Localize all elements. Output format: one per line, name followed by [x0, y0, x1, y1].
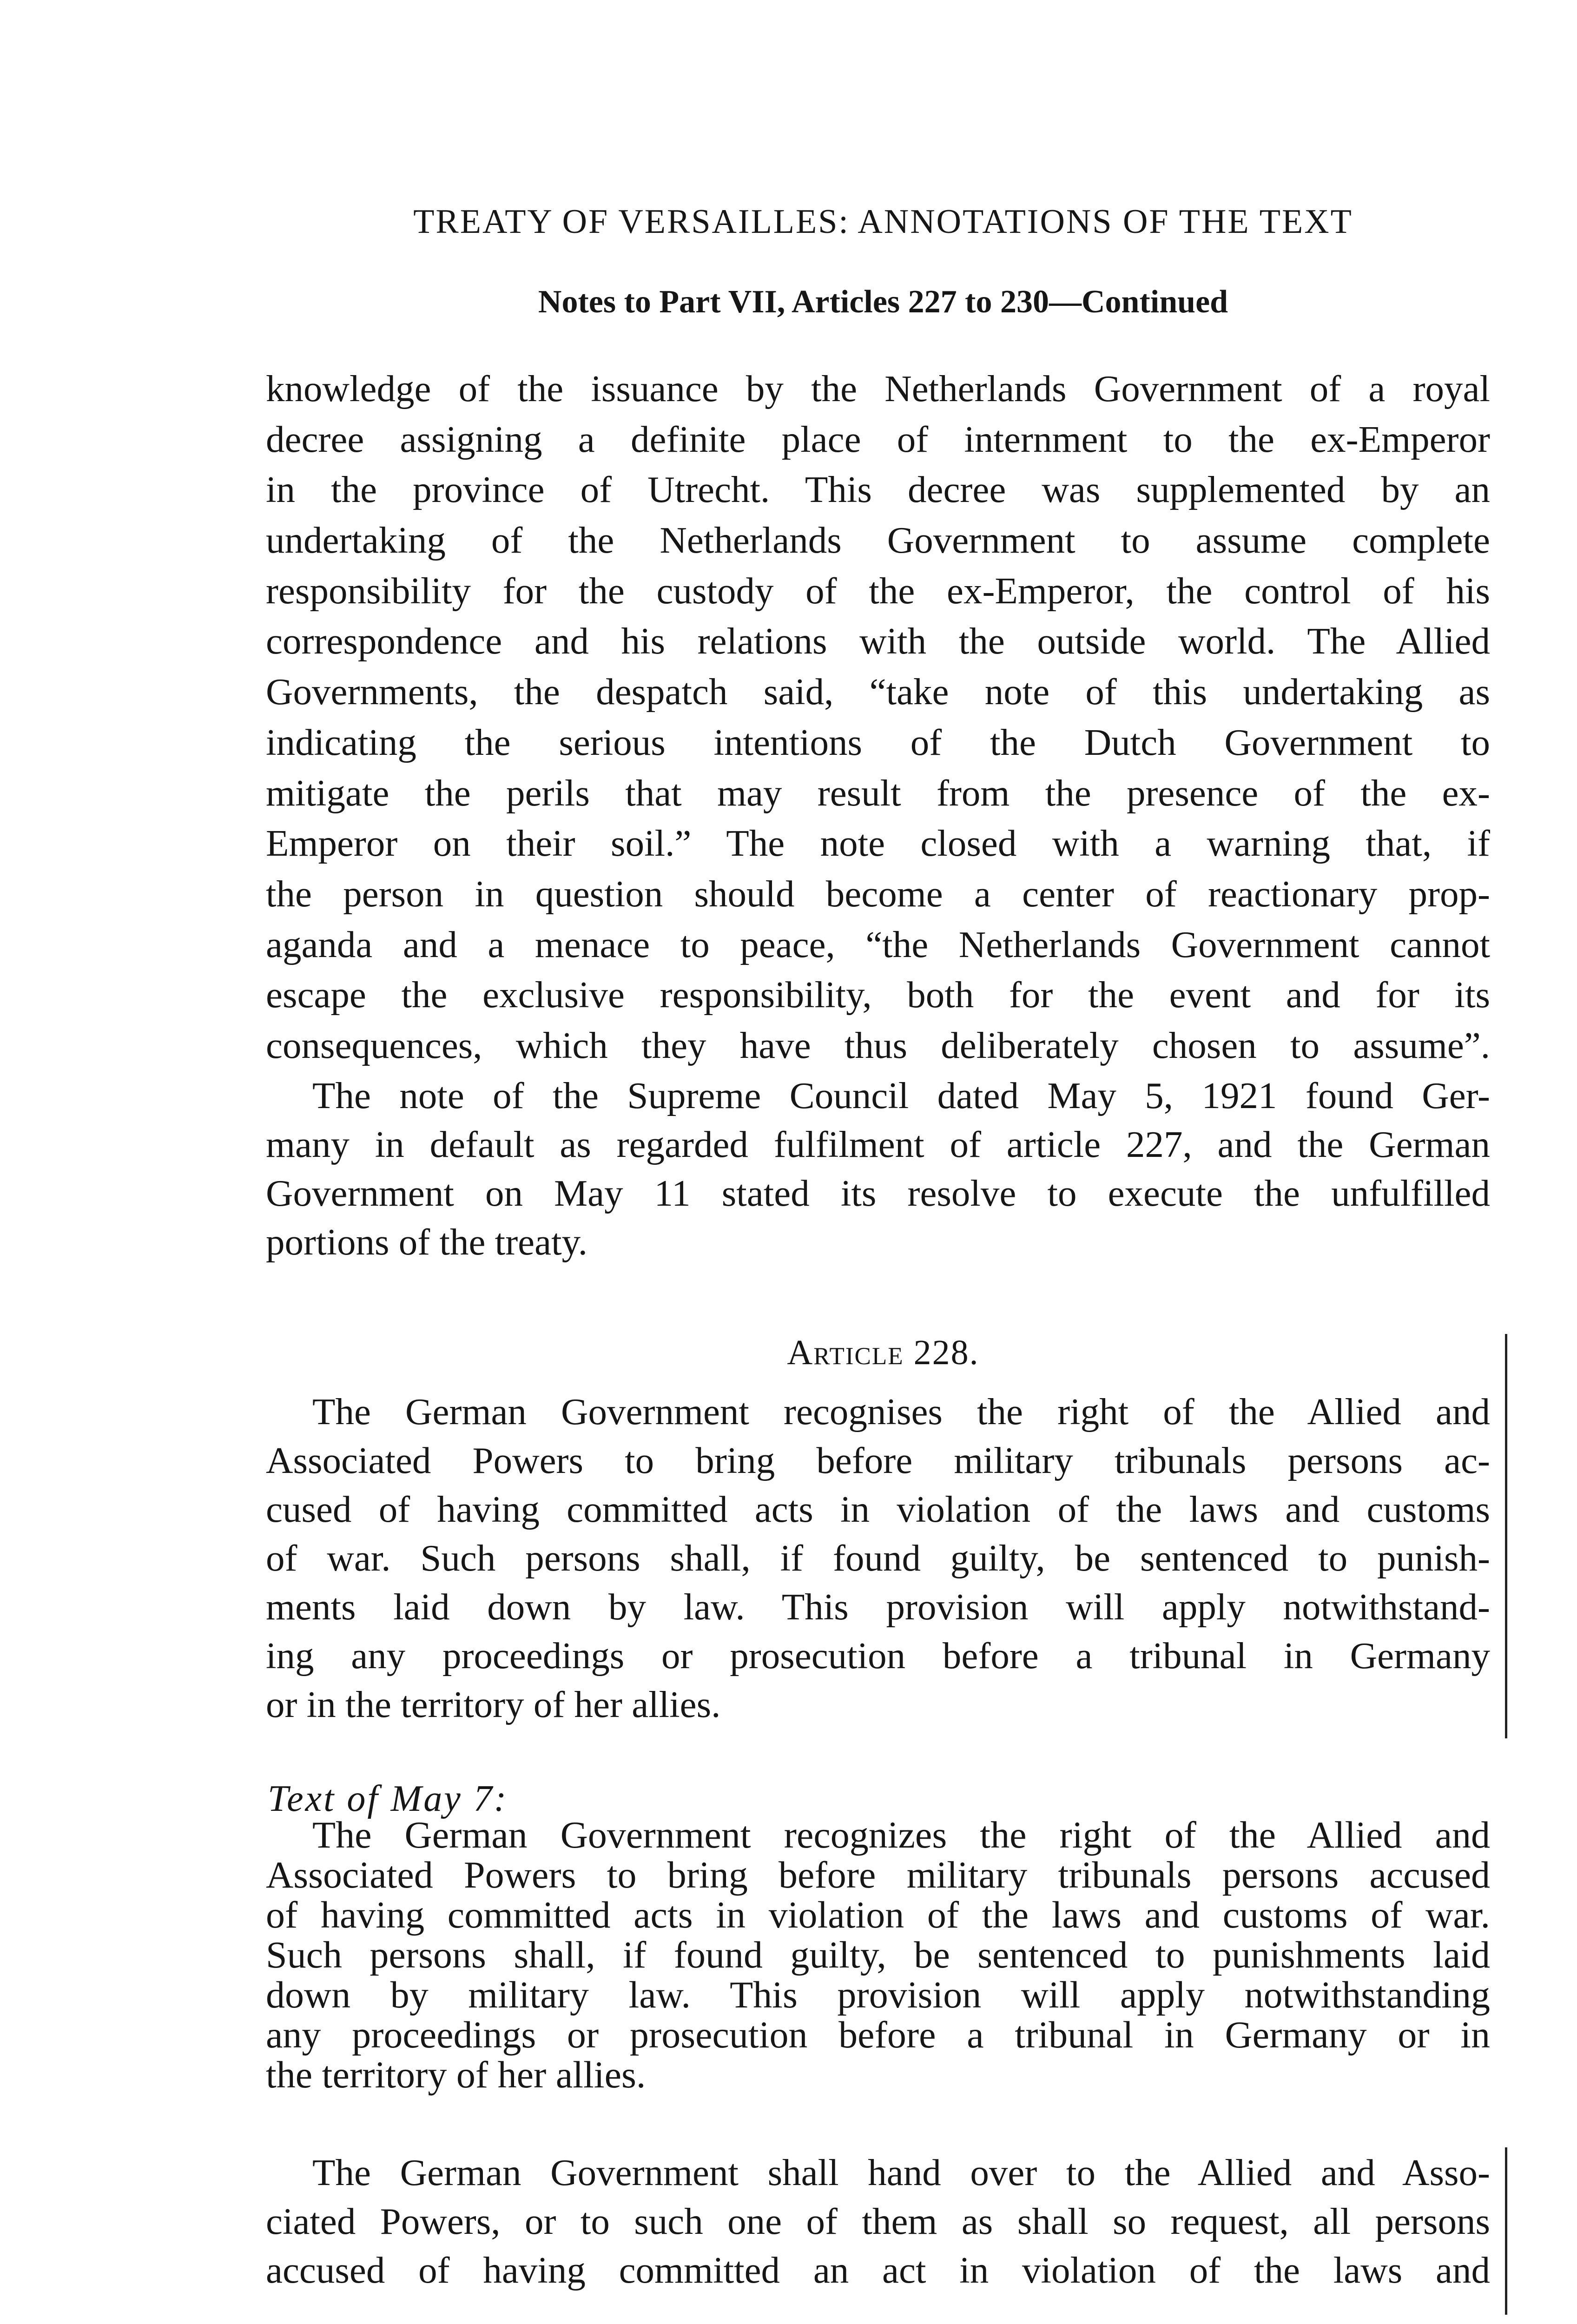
margin-rule: [1505, 1334, 1507, 1738]
article-number: 228.: [913, 1333, 979, 1372]
text-line: The German Government recognizes the right of the Allied and: [312, 1814, 1490, 1856]
text-of-may-paragraph: [266, 1815, 1490, 2095]
text-line: the person in question should become a center of reactionary prop-: [266, 872, 1490, 915]
text-line: knowledge of the issuance by the Netherlands Government of a royal: [266, 368, 1490, 409]
text-line: decree assigning a definite place of internment to the ex-Emperor: [266, 418, 1490, 460]
text-line: mitigate the perils that may result from the presence of the ex-: [266, 772, 1490, 814]
text-line: The note of the Supreme Council dated May 5, 1921 found Ger-: [312, 1075, 1490, 1116]
margin-rule: [1505, 2147, 1507, 2315]
text-line: any proceedings or prosecution before a tribunal in Germany or in: [266, 2014, 1490, 2056]
article-word: Article: [787, 1333, 904, 1372]
text-line: responsibility for the custody of the ex-Emperor, the control of his: [266, 569, 1490, 612]
text-line: The German Government shall hand over to the Allied and Asso-: [312, 2152, 1490, 2193]
text-line: Such persons shall, if found guilty, be sentenced to punishments laid: [266, 1934, 1490, 1976]
text-line: Governments, the despatch said, “take note of this undertaking as: [266, 671, 1490, 713]
text-line: indicating the serious intentions of the Dutch Government to: [266, 721, 1490, 763]
text-line: cused of having committed acts in violation of the laws and customs: [266, 1488, 1490, 1530]
text-line: ments laid down by law. This provision will apply notwithstand-: [266, 1586, 1490, 1628]
text-line: or in the territory of her allies.: [266, 1684, 721, 1725]
text-line: ing any proceedings or prosecution before a tribunal in Germany: [266, 1635, 1490, 1677]
text-line: down by military law. This provision will apply notwithstanding: [266, 1974, 1490, 2016]
text-line: The German Government recognises the right of the Allied and: [312, 1391, 1490, 1433]
text-line: consequences, which they have thus deliberately chosen to assume”.: [266, 1024, 1490, 1066]
text-line: in the province of Utrecht. This decree was supplemented by an: [266, 469, 1490, 511]
article-heading: [260, 1329, 1506, 1376]
text-line: escape the exclusive responsibility, both for the event and for its: [266, 974, 1490, 1016]
text-line: ciated Powers, or to such one of them as shall so request, all persons: [266, 2200, 1490, 2242]
notes-continued-paragraph: [266, 363, 1490, 1071]
text-line: correspondence and his relations with the outside world. The Allied: [266, 620, 1490, 662]
text-line: of war. Such persons shall, if found guilty, be sentenced to punish-: [266, 1537, 1490, 1579]
text-line: undertaking of the Netherlands Government to assume complete: [266, 519, 1490, 561]
text-line: the territory of her allies.: [266, 2053, 646, 2096]
text-line: portions of the treaty.: [266, 1221, 588, 1263]
text-line: Associated Powers to bring before military tribunals persons accused: [266, 1854, 1490, 1896]
text-line: accused of having committed an act in violation of the laws and: [266, 2249, 1490, 2291]
running-head: TREATY OF VERSAILLES: ANNOTATIONS OF THE TEXT: [413, 203, 1353, 241]
text-line: of having committed acts in violation of the laws and customs of war.: [266, 1894, 1490, 1936]
article-228-paragraph-2: [266, 2148, 1490, 2295]
section-subhead: Notes to Part VII, Articles 227 to 230—Continued: [538, 284, 1228, 320]
text-line: Associated Powers to bring before military tribunals persons ac-: [266, 1439, 1490, 1481]
article-228-paragraph-1: [266, 1387, 1490, 1729]
text-line: Government on May 11 stated its resolve to execute the unfulfilled: [266, 1172, 1490, 1214]
supreme-council-paragraph: [266, 1071, 1490, 1267]
text-line: Emperor on their soil.” The note closed with a warning that, if: [266, 822, 1490, 865]
text-of-may-label: Text of May 7:: [268, 1778, 508, 1819]
text-line: aganda and a menace to peace, “the Netherlands Government cannot: [266, 923, 1490, 965]
text-line: many in default as regarded fulfilment of article 227, and the German: [266, 1123, 1490, 1165]
